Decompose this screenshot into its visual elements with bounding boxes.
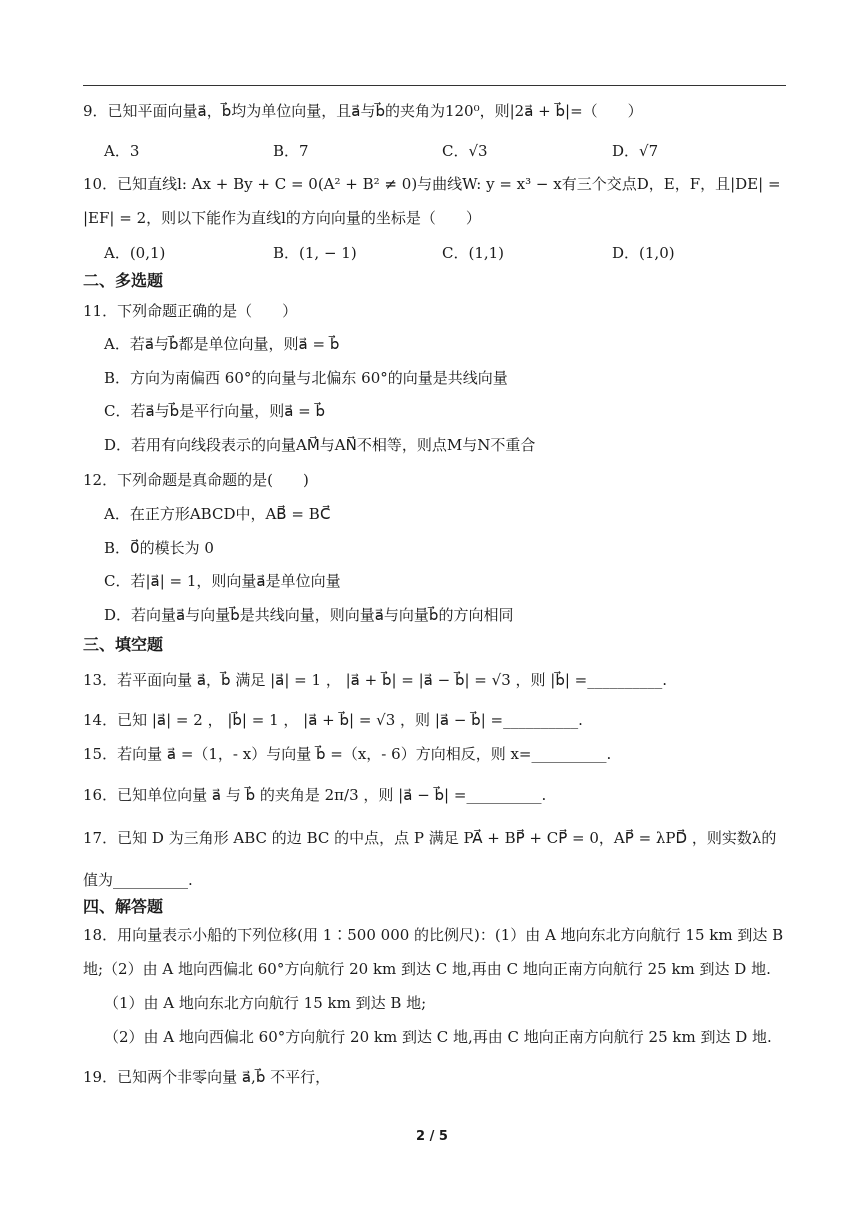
question-12-option-c: C．若|a⃗| = 1，则向量a⃗是单位向量 — [104, 572, 341, 590]
question-18-line1: 18．用向量表示小船的下列位移(用 1∶500 000 的比例尺)：(1）由 A 地向东北方向航行 15 km 到达 B — [83, 926, 784, 944]
question-9-option-c: C．√3 — [442, 142, 488, 160]
question-10-option-a: A．(0,1) — [104, 244, 166, 262]
question-12-option-b: B．0⃗的模长为 0 — [104, 539, 214, 557]
header-rule — [83, 85, 786, 86]
question-18-line2: 地;（2）由 A 地向西偏北 60°方向航行 20 km 到达 C 地,再由 C 地向正南方向航行 25 km 到达 D 地. — [83, 960, 771, 978]
question-10-stem-line1: 10．已知直线l: Ax + By + C = 0(A² + B² ≠ 0)与曲线W: y = x³ − x有三个交点D，E，F，且|DE| = — [83, 175, 781, 193]
question-10-stem-line2: |EF| = 2，则以下能作为直线l的方向向量的坐标是（ ） — [83, 209, 481, 227]
question-11-option-a: A．若a⃗与b⃗都是单位向量，则a⃗ = b⃗ — [104, 335, 340, 353]
question-17-line2: 值为__________. — [83, 871, 193, 889]
question-11-option-b: B．方向为南偏西 60°的向量与北偏东 60°的向量是共线向量 — [104, 369, 508, 387]
question-9-stem: 9．已知平面向量a⃗，b⃗均为单位向量，且a⃗与b⃗的夹角为120⁰，则|2a⃗ + b⃗|=（ ） — [83, 102, 643, 120]
question-10-option-d: D．(1,0) — [612, 244, 675, 262]
question-13: 13．若平面向量 a⃗，b⃗ 满足 |a⃗| = 1 ， |a⃗ + b⃗| = |a⃗ − b⃗| = √3 ，则 |b⃗| =__________. — [83, 671, 668, 689]
question-14: 14．已知 |a⃗| = 2 ， |b⃗| = 1 ， |a⃗ + b⃗| = √3 ，则 |a⃗ − b⃗| =__________. — [83, 711, 583, 729]
question-12-option-a: A．在正方形ABCD中，AB⃗ = BC⃗ — [104, 505, 331, 523]
question-11-stem: 11．下列命题正确的是（ ） — [83, 302, 298, 320]
question-17-line1: 17．已知 D 为三角形 ABC 的边 BC 的中点，点 P 满足 PA⃗ + BP⃗ + CP⃗ = 0，AP⃗ = λPD⃗ ，则实数λ的 — [83, 829, 777, 847]
question-12-stem: 12．下列命题是真命题的是( ) — [83, 471, 309, 489]
question-9-option-d: D．√7 — [612, 142, 659, 160]
question-18-sub2: （2）由 A 地向西偏北 60°方向航行 20 km 到达 C 地,再由 C 地向正南方向航行 25 km 到达 D 地. — [104, 1028, 772, 1046]
question-11-option-d: D．若用有向线段表示的向量AM⃗与AN⃗不相等，则点M与N不重合 — [104, 436, 536, 454]
section-heading-fill-in: 三、填空题 — [83, 635, 164, 654]
question-15: 15．若向量 a⃗ =（1，- x）与向量 b⃗ =（x，- 6）方向相反，则 x=__________. — [83, 745, 612, 763]
question-10-option-b: B．(1, − 1) — [273, 244, 357, 262]
question-9-option-a: A．3 — [104, 142, 140, 160]
question-12-option-d: D．若向量a⃗与向量b⃗是共线向量，则向量a⃗与向量b⃗的方向相同 — [104, 606, 514, 624]
section-heading-answer: 四、解答题 — [83, 897, 164, 916]
question-10-option-c: C．(1,1) — [442, 244, 505, 262]
question-11-option-c: C．若a⃗与b⃗是平行向量，则a⃗ = b⃗ — [104, 402, 326, 420]
question-19: 19．已知两个非零向量 a⃗,b⃗ 不平行， — [83, 1068, 331, 1086]
question-9-option-b: B．7 — [273, 142, 309, 160]
section-heading-multiple-choice: 二、多选题 — [83, 271, 164, 290]
question-16: 16．已知单位向量 a⃗ 与 b⃗ 的夹角是 2π/3 ，则 |a⃗ − b⃗| =__________. — [83, 786, 547, 804]
question-18-sub1: （1）由 A 地向东北方向航行 15 km 到达 B 地; — [104, 994, 427, 1012]
page-number: 2 / 5 — [416, 1129, 448, 1144]
